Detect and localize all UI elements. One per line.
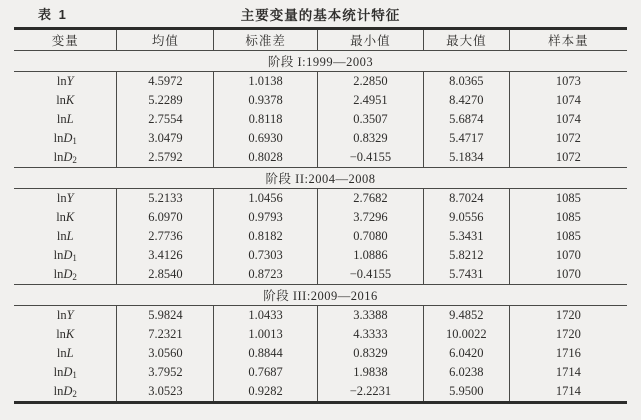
value-cell: 3.7952 xyxy=(117,363,214,382)
value-cell: 3.4126 xyxy=(117,246,214,265)
column-header-mean: 均值 xyxy=(117,30,214,51)
variable-label: lnD$_2$ xyxy=(53,384,77,399)
table-row xyxy=(14,325,627,344)
column-header-sample-size: 样本量 xyxy=(509,30,627,51)
value-cell: 1714 xyxy=(509,363,627,382)
section-header-row xyxy=(14,285,627,306)
variable-label: lnL xyxy=(56,112,74,126)
value-cell: 1073 xyxy=(509,72,627,92)
value-cell: 5.9824 xyxy=(117,306,214,326)
variable-label: lnL xyxy=(56,346,74,360)
variable-label: lnK xyxy=(56,327,75,341)
variable-label: lnD$_1$ xyxy=(53,365,77,380)
value-cell: 0.9378 xyxy=(214,91,318,110)
table-row xyxy=(14,189,627,209)
value-cell: 9.0556 xyxy=(423,208,509,227)
value-cell: 0.7080 xyxy=(317,227,423,246)
value-cell: 8.0365 xyxy=(423,72,509,92)
value-cell: 1070 xyxy=(509,265,627,285)
variable-label: lnD$_2$ xyxy=(53,150,77,165)
value-cell: 9.4852 xyxy=(423,306,509,326)
value-cell: 8.7024 xyxy=(423,189,509,209)
variable-label: lnL xyxy=(56,229,74,243)
table-row xyxy=(14,265,627,285)
section-label: 阶段 II:2004—2008 xyxy=(14,168,627,189)
value-cell: −2.2231 xyxy=(317,382,423,403)
value-cell: 2.2850 xyxy=(317,72,423,92)
value-cell: 1074 xyxy=(509,91,627,110)
variable-label: lnD$_1$ xyxy=(53,248,77,263)
value-cell: 0.8844 xyxy=(214,344,318,363)
section-header-row xyxy=(14,51,627,72)
value-cell: 0.8329 xyxy=(317,344,423,363)
value-cell: 1085 xyxy=(509,227,627,246)
value-cell: 1720 xyxy=(509,306,627,326)
value-cell: 1085 xyxy=(509,208,627,227)
value-cell: 1072 xyxy=(509,129,627,148)
value-cell: 2.8540 xyxy=(117,265,214,285)
value-cell: 5.8212 xyxy=(423,246,509,265)
table-row xyxy=(14,344,627,363)
value-cell: 6.0970 xyxy=(117,208,214,227)
section-label: 阶段 III:2009—2016 xyxy=(14,285,627,306)
section-label: 阶段 I:1999—2003 xyxy=(14,51,627,72)
value-cell: 0.8118 xyxy=(214,110,318,129)
table-body xyxy=(14,51,627,403)
statistics-table xyxy=(14,30,627,404)
value-cell: 2.5792 xyxy=(117,148,214,168)
section-header-row xyxy=(14,168,627,189)
value-cell: 1.0138 xyxy=(214,72,318,92)
value-cell: 1.0456 xyxy=(214,189,318,209)
value-cell: 3.0523 xyxy=(117,382,214,403)
value-cell: 5.1834 xyxy=(423,148,509,168)
value-cell: 1.0886 xyxy=(317,246,423,265)
value-cell: 6.0238 xyxy=(423,363,509,382)
value-cell: 6.0420 xyxy=(423,344,509,363)
table-header-row xyxy=(14,30,627,51)
variable-label: lnY xyxy=(56,308,74,322)
column-header-max: 最大值 xyxy=(423,30,509,51)
value-cell: 0.9793 xyxy=(214,208,318,227)
table-title: 主要变量的基本统计特征 xyxy=(240,7,401,23)
value-cell: 0.7303 xyxy=(214,246,318,265)
value-cell: 0.7687 xyxy=(214,363,318,382)
table-row xyxy=(14,382,627,403)
value-cell: 1714 xyxy=(509,382,627,403)
value-cell: 1716 xyxy=(509,344,627,363)
table-number: 表 1 xyxy=(38,7,68,22)
table-row xyxy=(14,110,627,129)
value-cell: 1.0433 xyxy=(214,306,318,326)
value-cell: 1072 xyxy=(509,148,627,168)
value-cell: 5.4717 xyxy=(423,129,509,148)
variable-label: lnY xyxy=(56,191,74,205)
value-cell: 1720 xyxy=(509,325,627,344)
value-cell: 1070 xyxy=(509,246,627,265)
value-cell: 0.3507 xyxy=(317,110,423,129)
value-cell: 5.2133 xyxy=(117,189,214,209)
table-row xyxy=(14,72,627,92)
value-cell: 4.5972 xyxy=(117,72,214,92)
variable-label: lnD$_2$ xyxy=(53,267,77,282)
value-cell: 5.6874 xyxy=(423,110,509,129)
value-cell: −0.4155 xyxy=(317,265,423,285)
value-cell: 5.2289 xyxy=(117,91,214,110)
variable-label: lnD$_1$ xyxy=(53,131,77,146)
value-cell: 3.7296 xyxy=(317,208,423,227)
value-cell: 0.8028 xyxy=(214,148,318,168)
value-cell: 5.9500 xyxy=(423,382,509,403)
value-cell: 8.4270 xyxy=(423,91,509,110)
value-cell: 1.0013 xyxy=(214,325,318,344)
table-row xyxy=(14,129,627,148)
column-header-variable: 变量 xyxy=(14,30,117,51)
value-cell: 0.9282 xyxy=(214,382,318,403)
table-row xyxy=(14,91,627,110)
value-cell: 0.6930 xyxy=(214,129,318,148)
value-cell: 0.8723 xyxy=(214,265,318,285)
value-cell: 2.7736 xyxy=(117,227,214,246)
value-cell: 5.3431 xyxy=(423,227,509,246)
variable-label: lnK xyxy=(56,93,75,107)
value-cell: −0.4155 xyxy=(317,148,423,168)
table-row xyxy=(14,246,627,265)
table-row xyxy=(14,148,627,168)
value-cell: 10.0022 xyxy=(423,325,509,344)
table-row xyxy=(14,227,627,246)
table-row xyxy=(14,208,627,227)
table-row xyxy=(14,306,627,326)
value-cell: 1.9838 xyxy=(317,363,423,382)
value-cell: 4.3333 xyxy=(317,325,423,344)
value-cell: 3.0479 xyxy=(117,129,214,148)
value-cell: 0.8182 xyxy=(214,227,318,246)
value-cell: 2.4951 xyxy=(317,91,423,110)
value-cell: 3.3388 xyxy=(317,306,423,326)
table-row xyxy=(14,363,627,382)
value-cell: 3.0560 xyxy=(117,344,214,363)
value-cell: 0.8329 xyxy=(317,129,423,148)
table-header xyxy=(14,30,627,51)
value-cell: 2.7554 xyxy=(117,110,214,129)
variable-label: lnK xyxy=(56,210,75,224)
table-caption-row xyxy=(14,0,627,30)
value-cell: 5.7431 xyxy=(423,265,509,285)
value-cell: 1074 xyxy=(509,110,627,129)
column-header-min: 最小值 xyxy=(317,30,423,51)
value-cell: 1085 xyxy=(509,189,627,209)
column-header-stddev: 标准差 xyxy=(214,30,318,51)
value-cell: 7.2321 xyxy=(117,325,214,344)
value-cell: 2.7682 xyxy=(317,189,423,209)
variable-label: lnY xyxy=(56,74,74,88)
